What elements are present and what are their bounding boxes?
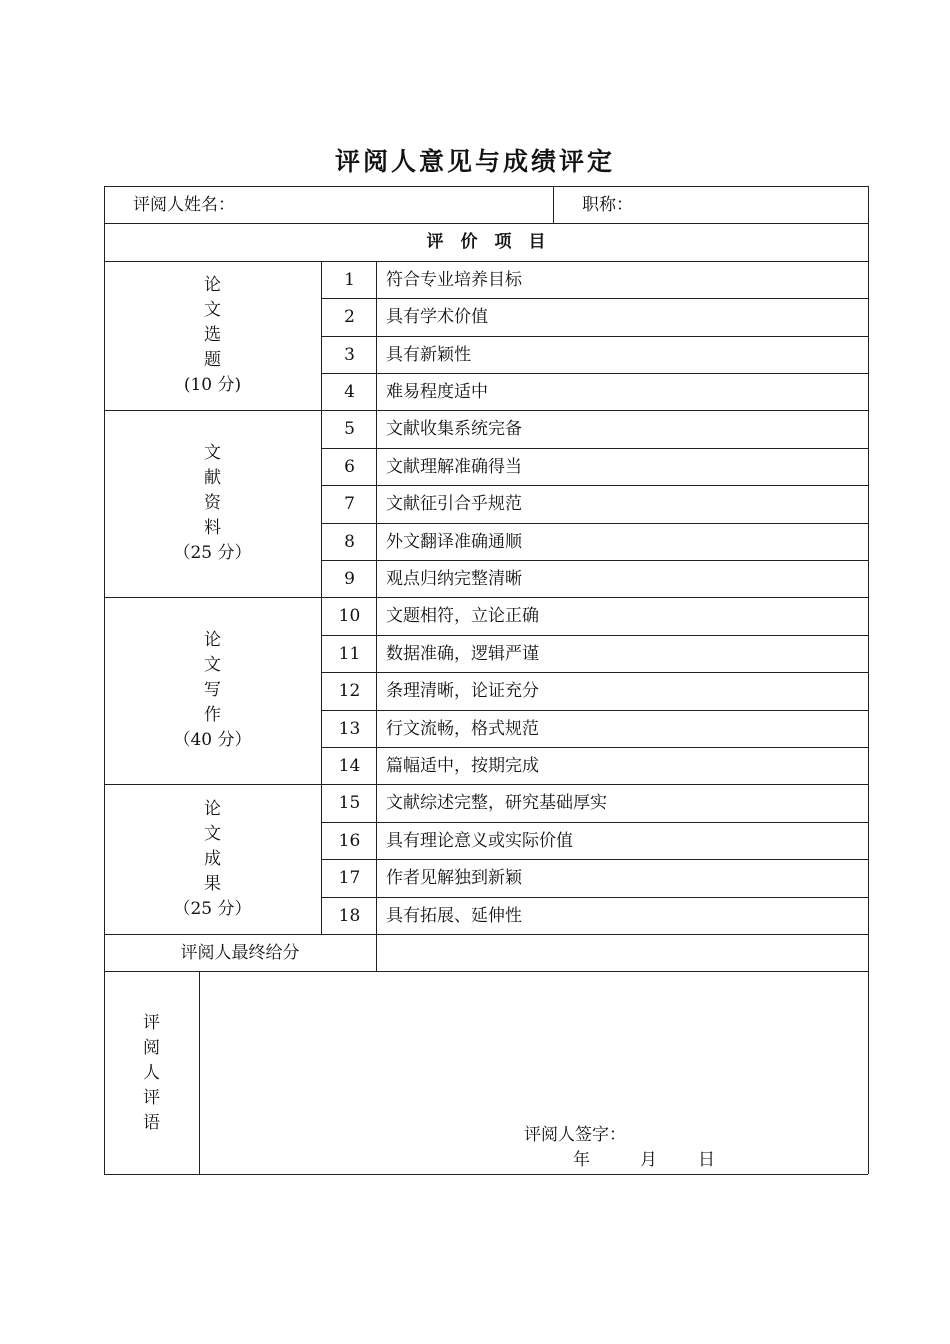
item-number: 9 [344, 569, 355, 589]
table-rule [321, 710, 868, 711]
table-rule [321, 635, 868, 636]
table-rule [376, 261, 377, 411]
item-criterion: 具有理论意义或实际价值 [386, 830, 573, 851]
item-score-cell[interactable] [660, 375, 864, 408]
remarks-label [104, 1011, 199, 1136]
final-score-label: 评阅人最终给分 [180, 943, 300, 963]
item-criterion: 文献收集系统完备 [386, 419, 522, 440]
final-score-field[interactable] [380, 936, 864, 969]
item-criterion: 具有新颖性 [386, 344, 471, 365]
group-label-char: 选 [204, 325, 221, 346]
signature-field[interactable] [630, 1122, 830, 1146]
table-rule [104, 186, 105, 1174]
item-number: 12 [338, 681, 361, 702]
table-rule [104, 186, 868, 187]
table-rule [104, 784, 868, 785]
table-rule [104, 971, 868, 972]
table-rule [321, 523, 868, 524]
table-rule [199, 971, 200, 1174]
table-rule [376, 784, 377, 934]
group-label [104, 273, 321, 398]
item-criterion: 行文流畅，格式规范 [386, 718, 539, 739]
group-label-char: 文 [204, 443, 221, 464]
remarks-label-char: 评 [143, 1088, 160, 1109]
item-number: 6 [344, 456, 355, 477]
item-number: 10 [338, 606, 361, 627]
item-criterion: 具有拓展、延伸性 [386, 905, 522, 926]
item-score-cell[interactable] [660, 824, 864, 857]
item-score-cell[interactable] [660, 562, 864, 595]
item-criterion: 篇幅适中，按期完成 [386, 756, 539, 776]
item-number: 18 [338, 905, 361, 926]
group-label-char: 文 [204, 300, 221, 321]
item-number: 11 [338, 643, 361, 664]
item-score-cell[interactable] [660, 637, 864, 670]
group-label-char: 题 [204, 350, 221, 371]
group-label [104, 628, 321, 753]
group-label [104, 441, 321, 566]
job-title-label: 职称： [582, 195, 633, 215]
item-criterion: 条理清晰，论证充分 [386, 681, 539, 702]
item-score-cell[interactable] [660, 263, 864, 296]
remarks-label-char: 阅 [143, 1038, 160, 1059]
item-score-cell[interactable] [660, 300, 864, 333]
item-number: 3 [344, 344, 355, 365]
item-number: 8 [344, 531, 355, 552]
table-rule [104, 597, 868, 598]
item-criterion: 文题相符，立论正确 [386, 606, 539, 627]
item-number: 16 [338, 830, 361, 851]
group-label [104, 797, 321, 922]
table-rule [321, 373, 868, 374]
table-rule [321, 597, 322, 784]
reviewer-name-label: 评阅人姓名： [133, 195, 235, 215]
table-rule [321, 560, 868, 561]
table-rule [321, 784, 322, 934]
table-rule [376, 597, 377, 784]
table-rule [321, 485, 868, 486]
table-rule [104, 261, 868, 262]
item-number: 4 [344, 382, 355, 402]
remarks-label-char: 语 [143, 1113, 160, 1134]
group-label-char: 果 [204, 873, 221, 894]
table-rule [376, 934, 377, 971]
date-day-label: 日 [698, 1150, 715, 1170]
item-criterion: 外文翻译准确通顺 [386, 531, 522, 552]
table-rule [553, 186, 554, 223]
table-rule [376, 410, 377, 597]
item-criterion: 符合专业培养目标 [386, 269, 522, 290]
group-label-char: 资 [204, 493, 221, 514]
group-label-char: 献 [204, 468, 221, 489]
item-score-cell[interactable] [660, 749, 864, 782]
group-label-char: 论 [204, 275, 221, 296]
item-score-cell[interactable] [660, 412, 864, 445]
item-criterion: 观点归纳完整清晰 [386, 569, 522, 589]
item-criterion: 难易程度适中 [386, 382, 488, 402]
signature-label: 评阅人签字： [524, 1125, 626, 1145]
group-label-char: 论 [204, 798, 221, 819]
table-rule [321, 448, 868, 449]
group-label-char: 料 [204, 518, 221, 539]
table-rule [104, 223, 868, 224]
reviewer-name-field[interactable] [240, 188, 549, 221]
table-rule [321, 261, 322, 411]
section-header: 评 价 项 目 [426, 232, 546, 253]
item-criterion: 文献征引合乎规范 [386, 494, 522, 515]
item-score-cell[interactable] [660, 712, 864, 745]
table-rule [104, 1174, 868, 1175]
item-number: 1 [344, 269, 355, 290]
table-rule [321, 897, 868, 898]
item-number: 2 [344, 307, 355, 328]
table-rule [321, 747, 868, 748]
group-points: （25 分） [173, 543, 252, 564]
item-number: 15 [338, 793, 361, 814]
item-score-cell[interactable] [660, 674, 864, 707]
date-year-label: 年 [573, 1150, 590, 1170]
item-criterion: 文献综述完整，研究基础厚实 [386, 793, 607, 814]
table-rule [321, 672, 868, 673]
item-criterion: 作者见解独到新颖 [386, 868, 522, 889]
group-label-char: 文 [204, 655, 221, 676]
table-rule [321, 859, 868, 860]
table-rule [868, 186, 869, 1174]
table-rule [104, 934, 868, 935]
table-rule [321, 336, 868, 337]
remarks-textarea[interactable] [203, 975, 864, 1115]
group-label-char: 写 [204, 680, 221, 701]
item-number: 13 [338, 718, 361, 739]
item-number: 14 [338, 756, 361, 776]
group-points: (10 分) [183, 375, 242, 396]
table-rule [321, 298, 868, 299]
table-rule [321, 822, 868, 823]
item-criterion: 具有学术价值 [386, 307, 488, 328]
group-label-char: 作 [204, 705, 221, 726]
remarks-label-char: 评 [143, 1013, 160, 1034]
item-score-cell[interactable] [660, 899, 864, 932]
item-score-cell[interactable] [660, 786, 864, 819]
page-title: 评阅人意见与成绩评定 [334, 147, 615, 176]
remarks-label-char: 人 [143, 1063, 160, 1084]
group-label-char: 成 [204, 848, 221, 869]
group-points: （25 分） [173, 898, 252, 919]
item-score-cell[interactable] [660, 525, 864, 558]
date-month-label: 月 [640, 1150, 657, 1170]
item-criterion: 数据准确，逻辑严谨 [386, 643, 539, 664]
item-score-cell[interactable] [660, 599, 864, 632]
group-label-char: 文 [204, 823, 221, 844]
job-title-field[interactable] [640, 188, 864, 221]
group-label-char: 论 [204, 630, 221, 651]
table-rule [104, 410, 868, 411]
item-score-cell[interactable] [660, 450, 864, 483]
item-score-cell[interactable] [660, 487, 864, 520]
item-score-cell[interactable] [660, 861, 864, 894]
group-points: （40 分） [173, 730, 252, 751]
item-number: 5 [344, 419, 355, 440]
item-number: 7 [344, 494, 355, 515]
item-criterion: 文献理解准确得当 [386, 456, 522, 477]
item-number: 17 [338, 868, 361, 889]
item-score-cell[interactable] [660, 338, 864, 371]
table-rule [321, 410, 322, 597]
